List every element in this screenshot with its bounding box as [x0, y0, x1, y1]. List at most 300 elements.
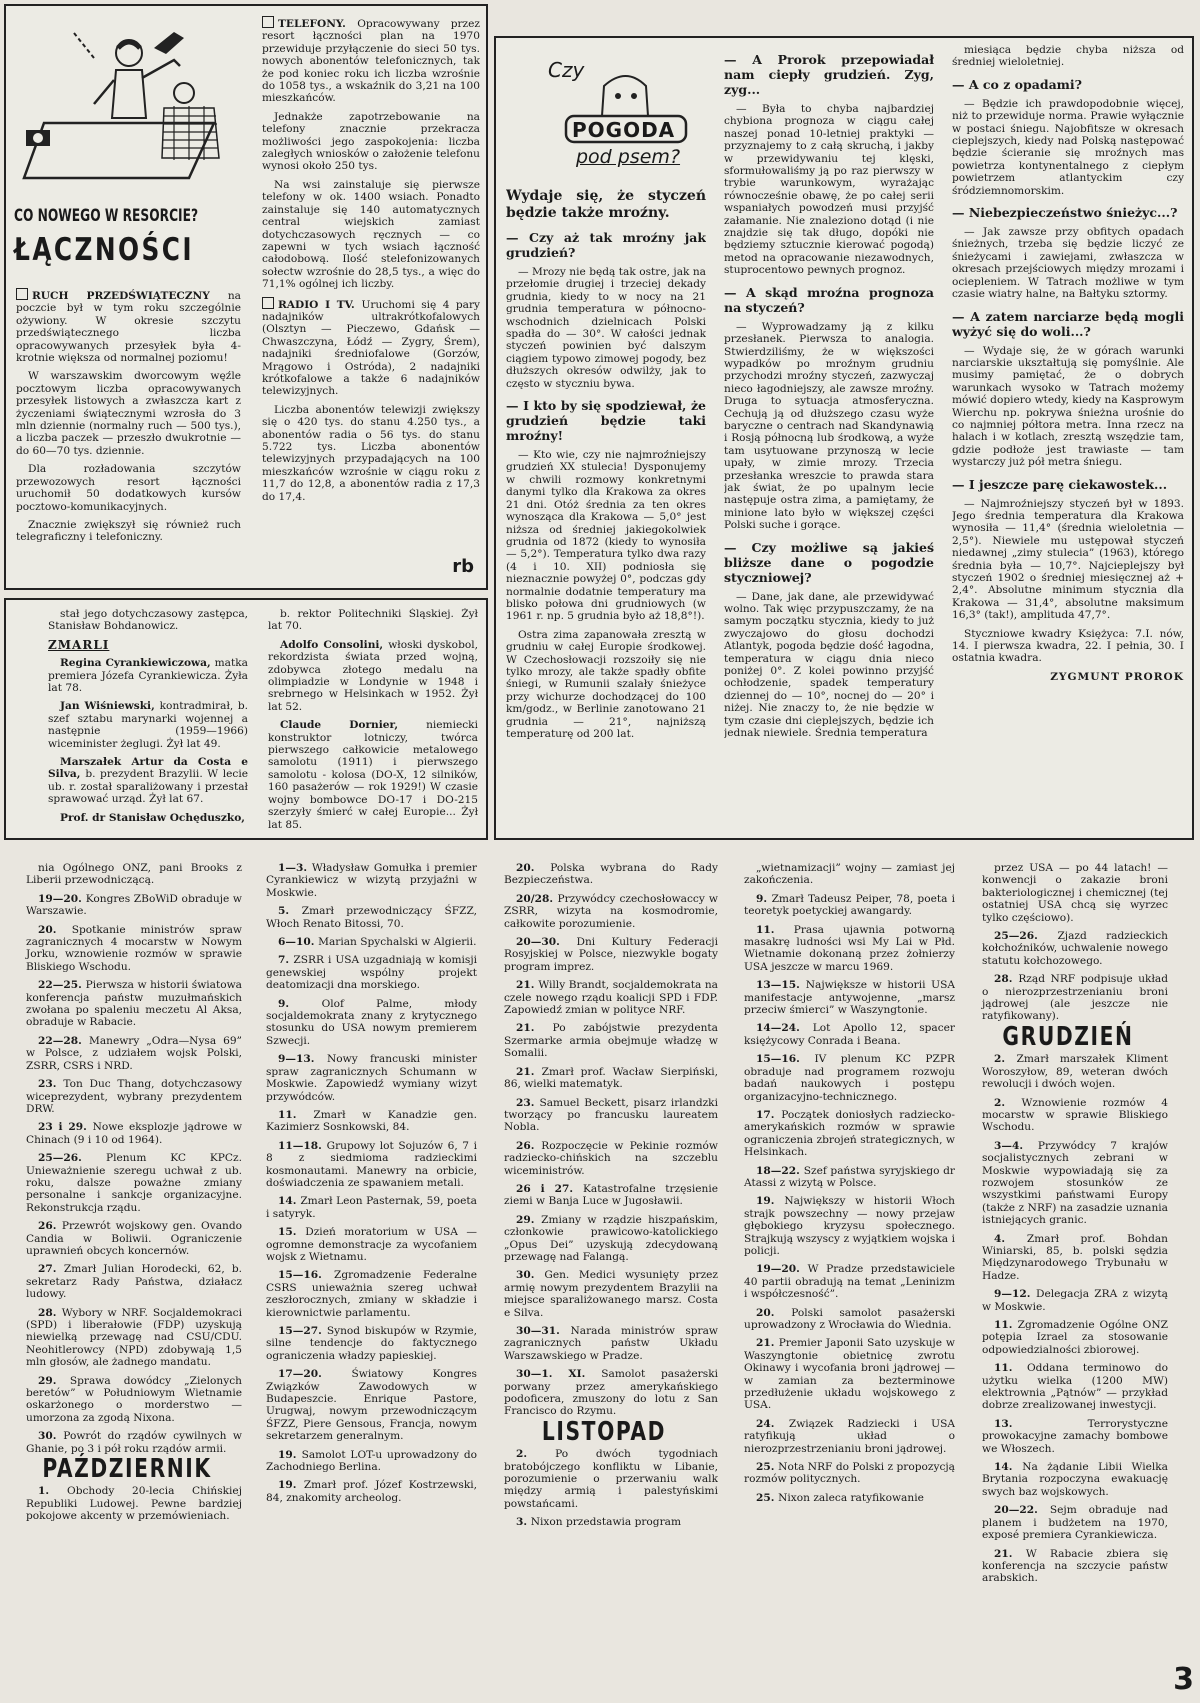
chronicle-date: 11.: [756, 923, 794, 936]
lacznosci-subhead: TELEFONY.: [278, 18, 358, 30]
chronicle-entry: [252, 1226, 477, 1263]
lacznosci-subhead: RUCH PRZEDŚWIĄTECZNY: [32, 290, 228, 302]
chronicle-date: 6—10.: [278, 936, 319, 949]
chronicle-date: 24.: [756, 1417, 789, 1430]
kronika-column-4: [730, 862, 955, 1697]
chronicle-entry: [730, 1053, 955, 1103]
chronicle-entry: [730, 1022, 955, 1047]
pogoda-paragraph: — Będzie ich prawdopodobnie więcej, niż to przewiduje norma. Prawie wyłącznie w postaci śniegu. Najobfitsze w okresach cieplejszych, kiedy nad Polską następować będzie ścieranie się mroźnych mas powietrza kontynentalnego z ciepłym powietrzem atlantyckim czy śródziemnomorskim.: [952, 97, 1184, 197]
obituary-name: Adolfo Consolini,: [280, 638, 389, 651]
pogoda-paragraph: — Kto wie, czy nie najmroźniejszy grudzień XX stulecia! Dysponujemy w chwili rozmowy konkretnymi danymi tylko dla Krakowa za okres 21 dni. Otóż średnia za ten okres wynosząca dla Krakowa — 5,0° jest niższa od średniej jakiegokolwiek grudnia od 1872 (kiedy to wynosiła — 5,2°). Temperatura tylko dwa razy (4 i 10. XII) podniosła się nieznacznie powyżej 0°, podczas gdy normalnie dodatnie temperatury ma blisko połowa dni grudniowych (w 1961 r. np. 5 grudnia było aż 18,8°!).: [506, 449, 706, 623]
obituary-entry: [48, 812, 248, 824]
obituary-name: Jan Wiśniewski,: [60, 700, 160, 713]
kronika-column-2: [252, 862, 477, 1697]
chronicle-date: 21.: [994, 1547, 1026, 1560]
chronicle-entry: [730, 1109, 955, 1159]
chronicle-entry: [252, 1053, 477, 1103]
chronicle-date: 9.: [278, 997, 322, 1010]
checkbox-icon: [262, 16, 274, 28]
chronicle-entry: [12, 1485, 242, 1522]
chronicle-entry: [490, 1269, 718, 1319]
lacznosci-text: Na wsi zainstaluje się pierwsze telefony w ok. 1400 wsiach. Ponadto zainstaluje się 140 automatycznych central wiejskich zamiast dotychczasowych ręcznych — co zapewni w tych wsiach łączność całodobową. Ilość stelefonizowanych sołectw wzrośnie do 28,5 tys., a więc do 71,1% ogólnej ich liczby.: [262, 178, 480, 291]
chronicle-entry: [968, 973, 1168, 1023]
chronicle-date: 1—3.: [278, 862, 312, 874]
obituary-entry: [48, 608, 248, 633]
chronicle-entry: [730, 1307, 955, 1332]
chronicle-entry: [968, 1097, 1168, 1134]
chronicle-text: Ton Duc Thang, dotychczasowy wiceprezydent, wybrany prezydentem DRW.: [26, 1078, 242, 1115]
lacznosci-paragraph: [16, 370, 241, 457]
chronicle-entry: [252, 1449, 477, 1474]
chronicle-date: 28.: [994, 973, 1019, 986]
chronicle-entry: [490, 1368, 718, 1418]
chronicle-entry: [12, 893, 242, 918]
lacznosci-paragraph: [16, 519, 241, 544]
chronicle-text: Największe w historii USA manifestacje antywojenne, „marsz przeciw śmierci” w Waszyngtonie.: [744, 979, 955, 1017]
chronicle-text: Dni Kultury Federacji Rosyjskiej w Polsce, niezwykle bogaty program imprez.: [504, 936, 718, 973]
checkbox-icon: [16, 288, 28, 300]
obituary-entry: [48, 700, 248, 750]
chronicle-date: 11.: [994, 1319, 1018, 1331]
chronicle-text: Zmarł Tadeusz Peiper, 78, poeta i teoretyk poetyckiej awangardy.: [744, 892, 955, 918]
chronicle-text: Zmarł prof. Bohdan Winiarski, 85, b. polski sędzia Międzynarodowego Trybunału w Hadze.: [982, 1232, 1168, 1282]
chronicle-text: Wznowienie rozmów 4 mocarstw w sprawie Bliskiego Wschodu.: [982, 1096, 1168, 1134]
chronicle-entry: [12, 1375, 242, 1425]
chronicle-date: 28.: [38, 1306, 62, 1319]
lacznosci-text: Uruchomi się 4 pary nadajników ultrakrótkofalowych (Olsztyn — Pieczewo, Gdańsk — Chwaszczyna, Łódź — Zygry, Śrem), nadajniki średniofalowe (Gorzów, Mrągowo i Ostróda), 2 nadajniki krótkofalowe a także 6 nadajników telewizyjnych.: [262, 298, 480, 398]
chronicle-date: 19—20.: [38, 892, 86, 905]
chronicle-text: przez USA — po 44 latach! — konwencji o zakazie broni bakteriologicznej i chemicznej (tej ostatniej USA chcą się wyrzec tylko częściowo).: [982, 862, 1168, 924]
chronicle-text: Kongres ZBoWiD obraduje w Warszawie.: [26, 892, 242, 918]
lacznosci-paragraph: [16, 463, 241, 513]
pogoda-paragraph: — Wydaje się, że w górach warunki narciarskie ukształtują się pomyślnie. Ale musimy pamiętać, że o dobrych warunkach wysoko w Tatrach możemy mówić dopiero wtedy, kiedy na Kasprowym Wierchu np. pokrywa śnieżna urośnie do co najmniej półtora metra. Inna rzecz na halach i w kotlach, zresztą wszędzie tam, gdzie podłoże jest trawiaste — tam wystarczy już pół metra śniegu.: [952, 344, 1184, 469]
chronicle-entry: [252, 905, 477, 930]
chronicle-text: Zmarł Leon Pasternak, 59, poeta i satyryk.: [266, 1195, 477, 1220]
chronicle-text: Początek doniosłych radziecko-amerykańskich rozmów w sprawie ograniczenia zbrojeń strategicznych, w Helsinkach.: [744, 1108, 955, 1159]
chronicle-date: 9.: [756, 892, 772, 905]
chronicle-entry: [490, 893, 718, 930]
chronicle-entry: [730, 1337, 955, 1411]
kronika-column-1: [12, 862, 242, 1697]
obituary-entry: [48, 657, 248, 694]
chronicle-entry: [252, 1368, 477, 1442]
pogoda-column-3: [952, 44, 1184, 834]
chronicle-date: 9—13.: [278, 1053, 327, 1066]
chronicle-date: 19—20.: [756, 1263, 808, 1276]
chronicle-date: 15—16.: [278, 1269, 335, 1282]
lacznosci-paragraph: [262, 404, 480, 503]
obituary-entry: [268, 719, 478, 831]
chronicle-text: Sprawa dowódcy „Zielonych beretów” w Południowym Wietnamie oskarżonego o morderstwo — umorzona za zgodą Nixona.: [26, 1374, 242, 1424]
chronicle-date: 26.: [38, 1220, 62, 1233]
chronicle-date: 30.: [516, 1269, 545, 1282]
pogoda-paragraph: miesiąca będzie chyba niższa od średniej wieloletniej.: [952, 44, 1184, 69]
chronicle-entry: [968, 1319, 1168, 1356]
chronicle-date: 15—27.: [278, 1325, 327, 1337]
chronicle-date: 26.: [516, 1139, 542, 1152]
chronicle-date: 18—22.: [756, 1164, 804, 1177]
chronicle-text: Premier Japonii Sato uzyskuje w Waszyngtonie obietnicę zwrotu Okinawy i wycofania broni jądrowej — w zamian za bezterminowe przedłużenie układu wojskowego z USA.: [744, 1337, 955, 1412]
obituary-text: matka premiera Józefa Cyrankiewicza. Żyła lat 78.: [48, 657, 248, 695]
obituary-name: Regina Cyrankiewiczowa,: [60, 657, 215, 670]
chronicle-date: 19.: [756, 1195, 785, 1208]
lacznosci-text: Opracowywany przez resort łączności plan na 1970 przewiduje przyłączenie do sieci 50 tys. nowych abonentów telefonicznych, tak że pod koniec roku ich liczba wzrośnie do 1058 tys., a wskaźnik do 3,21 na 100 mieszkańców.: [262, 18, 480, 105]
chronicle-text: Sejm obraduje nad planem i budżetem na 1970, exposé premiera Cyrankiewicza.: [982, 1504, 1168, 1542]
lacznosci-paragraph: [262, 111, 480, 173]
pogoda-signature: ZYGMUNT PROROK: [1050, 670, 1184, 683]
chronicle-date: 9—12.: [994, 1288, 1036, 1301]
chronicle-date: 30.: [38, 1430, 64, 1443]
pogoda-logo-top: Czy: [548, 58, 585, 82]
pogoda-paragraph: — Była to chyba najbardziej chybiona prognoza w ciągu całej naszej ponad 10-letniej praktyki — przyznajemy to z całą skruchą, i jakby w przewidywaniu tej klęski, sformułowaliśmy ją po raz pierwszy w trybie warunkowym, wyrażając równocześnie obawę, że po całej serii wspaniałych powodzeń musi przyjść załamanie. Nie znaleziono dotąd (i nie znajdzie się tak długo, dopóki nie będziemy sztucznie kierować pogodą) metod na opracowanie niezawodnych, stuprocentowo pewnych prognoz.: [724, 103, 934, 277]
chronicle-date: 22—28.: [38, 1034, 89, 1047]
chronicle-text: Plenum KC KPCz. Unieważnienie szeregu uchwał z ub. roku, dalsze poważne zmiany personalne i sankcje organizacyjne. Rekonstrukcja rządu.: [26, 1152, 242, 1214]
lacznosci-text: Znacznie zwiększył się również ruch telegraficzny i telefoniczny.: [16, 518, 241, 544]
obituary-entry: [268, 608, 478, 633]
obituary-name: Claude Dornier,: [280, 719, 427, 732]
chronicle-entry: [12, 1430, 242, 1455]
chronicle-entry: [968, 862, 1168, 924]
chronicle-entry: [730, 862, 955, 887]
chronicle-entry: [968, 1362, 1168, 1412]
chronicle-date: 17.: [756, 1108, 782, 1121]
chronicle-text: W Rabacie zbiera się konferencja na szczycie państw arabskich.: [982, 1547, 1168, 1585]
chronicle-text: Samuel Beckett, pisarz irlandzki tworzący po francusku laureatem Nobla.: [504, 1096, 718, 1134]
lacznosci-paragraph: [262, 16, 480, 105]
chronicle-date: 19.: [278, 1448, 302, 1461]
chronicle-text: Zgromadzenie Ogólne ONZ potępia Izrael za stosowanie odpowiedzialności zbiorowej.: [982, 1319, 1168, 1356]
chronicle-text: Synod biskupów w Rzymie, silne tendencje do faktycznego ograniczenia władzy papieskiej.: [266, 1325, 477, 1362]
chronicle-date: 2.: [516, 1448, 556, 1461]
pogoda-column-2: [724, 44, 934, 834]
obituary-text: włoski dyskobol, rekordzista świata przed wojną, zdobywca złotego medalu na olimpiadzie w Londynie w 1948 i srebrnego w Helsinkach w 1952. Żył lat 52.: [268, 638, 478, 713]
chronicle-entry: [490, 1183, 718, 1208]
chronicle-entry: [490, 1214, 718, 1264]
chronicle-text: Władysław Gomułka i premier Cyrankiewicz w wizytą przyjaźni w Moskwie.: [266, 862, 477, 899]
chronicle-text: Marian Spychalski w Algierii.: [318, 936, 477, 949]
chronicle-date: 20.: [38, 923, 72, 936]
chronicle-entry: [730, 1195, 955, 1257]
obituary-text: niemiecki konstruktor lotniczy, twórca pierwszego całkowicie metalowego samolotu (1911) i pierwszego samolotu - kolosa (DO-X, 12 silników, 160 pasażerów — rok 1929!) W czasie wojny bombowce DO-17 i DO-215 szerzyły śmierć w całej Europie... Żył lat 85.: [268, 719, 478, 831]
chronicle-text: IV plenum KC PZPR obraduje nad programem rozwoju badań naukowych i postępu organizacyjno-technicznego.: [744, 1053, 955, 1103]
chronicle-text: Powrót do rządów cywilnych w Ghanie, po 3 i pół roku rządów armii.: [26, 1430, 242, 1455]
chronicle-entry: [730, 979, 955, 1016]
chronicle-date: 23.: [38, 1078, 64, 1091]
chronicle-date: 15—16.: [756, 1053, 815, 1066]
chronicle-date: 11—18.: [278, 1139, 327, 1152]
pogoda-question: — Niebezpieczeństwo śnieżyc...?: [952, 205, 1178, 221]
zmarli-column-1: [48, 608, 248, 836]
chronicle-entry: [12, 1307, 242, 1369]
month-heading: LISTOPAD: [541, 1416, 667, 1447]
pogoda-logo: [546, 46, 706, 176]
chronicle-text: Po zabójstwie prezydenta Szermarke armia obejmuje władzę w Somalii.: [504, 1022, 718, 1060]
chronicle-entry: [730, 1461, 955, 1486]
chronicle-entry: [12, 1220, 242, 1257]
chronicle-text: Przywódcy 7 krajów socjalistycznych zebrani w Moskwie wypowiadają się za rozwojem stosunków ze wszystkimi państwami Europy (także z NRF) na zasadzie uznania istniejących granic.: [982, 1139, 1168, 1227]
chronicle-text: Przywódcy czechosłowaccy w ZSRR, wizyta na kosmodromie, całkowite porozumienie.: [504, 892, 718, 930]
pogoda-paragraph: — Jak zawsze przy obfitych opadach śnieżnych, trzeba się będzie liczyć ze śnieżycami i zawiejami, zwłaszcza w okresach przejściowych między mrozami i ociepleniem. W Tatrach możliwe w tym czasie wiatry halne, na Bałtyku sztormy.: [952, 226, 1184, 301]
chronicle-entry: [730, 1418, 955, 1455]
lacznosci-subhead: RADIO I TV.: [278, 298, 362, 311]
chronicle-date: 14.: [994, 1461, 1023, 1474]
chronicle-entry: [252, 998, 477, 1048]
chronicle-date: 23 i 29.: [38, 1121, 93, 1134]
chronicle-entry: [490, 1448, 718, 1510]
chronicle-entry: [12, 1121, 242, 1146]
pogoda-column-1: [506, 188, 706, 833]
chronicle-date: 29.: [38, 1374, 70, 1387]
chronicle-entry: [490, 1097, 718, 1134]
zmarli-heading: ZMARLI: [48, 637, 110, 652]
chronicle-entry: [252, 1269, 477, 1319]
pogoda-question: — A co z opadami?: [952, 76, 1082, 92]
chronicle-text: Zmarł prof. Wacław Sierpiński, 86, wielki matematyk.: [504, 1065, 718, 1091]
pogoda-paragraph: — Najmroźniejszy styczeń był w 1893. Jego średnia temperatura dla Krakowa wynosiła — 11,4° (średnia wieloletnia — 2,5°). Niewiele mu ustępował styczeń niedawnej „zimy stulecia” (1963), którego średnia była — 10,7°. Najcieplejszy był styczeń 1902 o średniej miesięcznej aż + 2,4°. Absolutne minimum stycznia dla Krakowa — 31,4°, absolutne maksimum 16,3° (tak!), amplituda 47,7°.: [952, 497, 1184, 622]
chronicle-date: 20—22.: [994, 1504, 1050, 1517]
chronicle-text: Samolot pasażerski porwany przez amerykańskiego podoficera, zmuszony do lotu z San Francisco do Rzymu.: [504, 1368, 718, 1418]
chronicle-entry: [968, 1053, 1168, 1090]
chronicle-text: Spotkanie ministrów spraw zagranicznych 4 mocarstw w Nowym Jorku, wznowienie rozmów w sprawie Bliskiego Wschodu.: [26, 923, 242, 973]
chronicle-text: Gen. Medici wysunięty przez armię nowym prezydentem Brazylii na miejsce sparaliżowanego marsz. Costa e Silva.: [504, 1269, 718, 1319]
chronicle-text: Manewry „Odra—Nysa 69” w Polsce, z udziałem wojsk Polski, ZSRR, CSRS i NRD.: [26, 1034, 242, 1072]
chronicle-entry: [730, 1492, 955, 1504]
office-illustration: [14, 18, 239, 193]
chronicle-text: Polski samolot pasażerski uprowadzony z Wrocławia do Wiednia.: [744, 1306, 955, 1331]
chronicle-date: 20/28.: [516, 892, 558, 905]
chronicle-text: Willy Brandt, socjaldemokrata na czele nowego rządu koalicji SPD i FDP. Zapowiedź zmian w polityce NRF.: [504, 979, 718, 1017]
pogoda-paragraph: — Wyprowadzamy ją z kilku przesłanek. Pierwsza to analogia. Stwierdziliśmy, że w większości wypadków po mroźnym grudniu przychodzi mroźny styczeń, zazwyczaj nieco łagodniejszy, ale zawsze mroźny. Druga to sytuacja atmosferyczna. Cechują ją od dłuższego czasu wyże baryczne o centrach nad Skandynawią i Rosją północną lub środkową, a wyże tam usytuowane przynoszą w lecie upały, w zimie mrozy. Trzecia przesłanka wreszcie to prawda stara jak świat, że po upalnym lecie następuje ostra zima, a pamiętamy, że minione lato było w większej części Polski suche i gorące.: [724, 320, 934, 532]
kronika-column-3: [490, 862, 718, 1697]
chronicle-text: Zmarł prof. Józef Kostrzewski, 84, znakomity archeolog.: [266, 1479, 477, 1504]
chronicle-date: 15.: [278, 1226, 306, 1239]
obituary-name: Marszałek Artur da Costa e Silva,: [48, 756, 248, 781]
chronicle-text: Polska wybrana do Rady Bezpieczeństwa.: [504, 862, 718, 887]
chronicle-text: Po dwóch tygodniach bratobójczego konfliktu w Libanie, porozumienie o przerwaniu walk między armią i palestyńskimi powstańcami.: [504, 1448, 718, 1510]
zmarli-column-2: [268, 608, 478, 836]
chronicle-entry: [252, 1325, 477, 1362]
chronicle-entry: [252, 954, 477, 991]
chronicle-entry: [490, 1066, 718, 1091]
chronicle-text: Nixon zaleca ratyfikowanie: [778, 1491, 924, 1504]
chronicle-date: 11.: [994, 1362, 1027, 1375]
chronicle-text: Wybory w NRF. Socjaldemokraci (SPD) i liberałowie (FDP) uzyskują niewielką przewagę nad CSU/CDU. Neohitlerowcy (NPD) zdobywają 1,5 mln głosów, ale żadnego mandatu.: [26, 1306, 242, 1369]
chronicle-date: 21.: [516, 1022, 553, 1035]
chronicle-entry: [730, 893, 955, 918]
chronicle-text: Grupowy lot Sojuzów 6, 7 i 8 z siedmioma radzieckimi kosmonautami. Manewry na orbicie, doświadczenia ze spawaniem metali.: [266, 1139, 477, 1189]
chronicle-date: 13—15.: [756, 979, 806, 992]
chronicle-date: 4.: [994, 1232, 1027, 1245]
chronicle-text: Rząd NRF podpisuje układ o nierozprzestrzenianiu broni jądrowej (ale jeszcze nie ratyfikowany).: [982, 973, 1168, 1023]
chronicle-entry: [968, 1461, 1168, 1498]
chronicle-text: Zmarł przewodniczący ŚFZZ, Włoch Renato Bitossi, 70.: [266, 905, 477, 930]
chronicle-text: Nowe eksplozje jądrowe w Chinach (9 i 10 od 1964).: [26, 1121, 242, 1146]
lacznosci-title: ŁĄCZNOŚCI: [14, 232, 195, 268]
chronicle-date: 27.: [38, 1263, 64, 1276]
chronicle-date: 20.: [756, 1306, 792, 1319]
lacznosci-text: Liczba abonentów telewizji zwiększy się o 420 tys. do stanu 4.250 tys., a abonentów radia o 56 tys. do stanu 5.722 tys. Liczba abonentów telewizyjnych przypadających na 100 mieszkańców wzrośnie w ciągu roku z 11,7 do 12,8, a abonentów radia z 17,3 do 17,4.: [262, 403, 480, 503]
chronicle-date: 14—24.: [756, 1022, 813, 1035]
chronicle-date: 3—4.: [994, 1139, 1038, 1152]
chronicle-date: 19.: [278, 1479, 304, 1492]
chronicle-date: 21.: [516, 979, 539, 992]
pogoda-question: — Czy aż tak mroźny jak grudzień?: [506, 230, 706, 260]
chronicle-text: Samolot LOT-u uprowadzony do Zachodniego Berlina.: [266, 1448, 477, 1474]
chronicle-text: Zmiany w rządzie hiszpańskim, członkowie prawicowo-katolickiego „Opus Dei” uzyskują zdecydowaną przewagę nad Falangą.: [504, 1213, 718, 1263]
chronicle-entry: [490, 1140, 718, 1177]
chronicle-entry: [12, 1152, 242, 1214]
chronicle-entry: [252, 1479, 477, 1504]
chronicle-text: Oddana terminowo do użytku wielka (1200 MW) elektrownia „Pątnów” — przykład dobrze zrealizowanej inwestycji.: [982, 1362, 1168, 1412]
chronicle-entry: [490, 862, 718, 887]
chronicle-date: 7.: [278, 954, 294, 967]
chronicle-date: 21.: [756, 1337, 779, 1350]
chronicle-text: Prasa ujawnia potworną masakrę ludności wsi My Lai w Płd. Wietnamie dokonaną przez żołnierzy USA jeszcze w marcu 1969.: [744, 923, 955, 973]
lacznosci-signature: rb: [452, 556, 474, 577]
chronicle-date: 1.: [38, 1485, 68, 1498]
chronicle-text: Związek Radziecki i USA ratyfikują układ o nierozprzestrzenianiu broni jądrowej.: [744, 1417, 955, 1455]
chronicle-entry: [968, 930, 1168, 967]
pogoda-article: [494, 36, 1194, 840]
obituary-text: stał jego dotychczasowy zastępca, Stanisław Bohdanowicz.: [48, 608, 248, 633]
obituary-text: b. rektor Politechniki Śląskiej. Żył lat 70.: [268, 608, 478, 633]
chronicle-date: 30—1. XI.: [516, 1368, 602, 1381]
chronicle-text: Największy w historii Włoch strajk powszechny — nowy przejaw głębokiego kryzysu społecznego. Strajkują wszyscy z wyjątkiem wojska i policji.: [744, 1195, 955, 1257]
chronicle-entry: [968, 1418, 1168, 1455]
chronicle-text: Rozpoczęcie w Pekinie rozmów radziecko-chińskich na szczeblu wiceministrów.: [504, 1139, 718, 1177]
obituary-entry: [48, 756, 248, 806]
chronicle-entry: [968, 1548, 1168, 1585]
chronicle-text: Narada ministrów spraw zagranicznych państw Układu Warszawskiego w Pradze.: [504, 1325, 718, 1362]
chronicle-entry: [490, 1516, 718, 1528]
chronicle-text: Pierwsza w historii światowa konferencja państw muzułmańskich zwołana po spaleniu meczetu Al Aksa, obraduje w Rabacie.: [26, 979, 242, 1029]
chronicle-date: 20—30.: [516, 936, 577, 949]
chronicle-text: Zmarł marszałek Kliment Woroszyłow, 89, weteran dwóch rewolucji i dwóch wojen.: [982, 1053, 1168, 1091]
chronicle-entry: [730, 924, 955, 974]
obituary-entry: [268, 639, 478, 713]
chronicle-entry: [968, 1140, 1168, 1227]
chronicle-text: Szef państwa syryjskiego dr Atassi z wizytą w Polsce.: [744, 1164, 955, 1189]
pogoda-question: — A zatem narciarze będą mogli wyżyć się do woli...?: [952, 308, 1184, 339]
obituary-text: kontradmirał, b. szef sztabu marynarki wojennej a następnie (1959—1966) wiceminister żeglugi. Żył lat 49.: [48, 700, 248, 750]
chronicle-date: 22—25.: [38, 979, 86, 992]
pogoda-question: — I jeszcze parę ciekawostek...: [952, 476, 1168, 492]
chronicle-text: Zjazd radzieckich kołchoźników, uchwalenie nowego statutu kołchozowego.: [982, 930, 1168, 967]
chronicle-date: 29.: [516, 1213, 542, 1226]
chronicle-text: W Pradze przedstawiciele 40 partii obradują na temat „Leninizm i współczesność”.: [744, 1263, 955, 1301]
chronicle-text: Nota NRF do Polski z propozycją rozmów politycznych.: [744, 1461, 955, 1486]
chronicle-text: Światowy Kongres Związków Zawodowych w Budapeszcie. Enrique Pastore, Urugwaj, nowym przewodniczącym ŚFZZ, Piere Gensous, Francja, nowym sekretarzem generalnym.: [266, 1368, 477, 1443]
checkbox-icon: [262, 297, 274, 309]
obituary-name: Prof. dr Stanisław Ochęduszko,: [60, 811, 245, 824]
chronicle-date: 20.: [516, 862, 551, 874]
chronicle-date: 26 i 27.: [516, 1182, 583, 1195]
obituary-text: b. prezydent Brazylii. W lecie ub. r. został sparaliżowany i przestał sprawować urząd. Żył lat 67.: [48, 768, 248, 806]
chronicle-text: Zgromadzenie Federalne CSRS unieważnia szereg uchwał zeszłorocznych, zmiany w składzie i kierownictwie parlamentu.: [266, 1269, 477, 1319]
lacznosci-text: Dla rozładowania szczytów przewozowych resort łączności uruchomił 50 dodatkowych kursów pocztowo-komunikacyjnych.: [16, 463, 241, 513]
chronicle-date: 2.: [994, 1096, 1022, 1109]
chronicle-date: 25.: [756, 1461, 779, 1474]
pogoda-question: — A skąd mroźna prognoza na styczeń?: [724, 284, 934, 315]
chronicle-entry: [252, 936, 477, 948]
pogoda-lead: Wydaje się, że styczeń będzie także mroźny.: [506, 188, 706, 221]
lacznosci-text: Jednakże zapotrzebowanie na telefony znacznie przekracza możliwości jego zaspokojenia: liczba zaległych wniosków o założenie telefonu wynosi około 250 tys.: [262, 110, 480, 173]
lacznosci-article: [4, 4, 488, 590]
chronicle-date: 21.: [516, 1065, 542, 1078]
lacznosci-column-2: [262, 16, 480, 551]
chronicle-entry: [12, 1035, 242, 1072]
lacznosci-text: na poczcie był w tym roku szczególnie ożywiony. W okresie szczytu przedświątecznego liczba opracowywanych przesyłek była 4-krotnie większa od normalnej poziomu!: [16, 290, 241, 365]
chronicle-text: Zmarł Julian Horodecki, 62, b. sekretarz Rady Państwa, działacz ludowy.: [26, 1263, 242, 1301]
month-heading: GRUDZIEŃ: [1002, 1021, 1134, 1052]
chronicle-date: 23.: [516, 1096, 540, 1109]
chronicle-text: Na żądanie Libii Wielka Brytania rozpoczyna ewakuację swych baz wojskowych.: [982, 1461, 1168, 1498]
lacznosci-paragraph: [262, 179, 480, 291]
month-heading: PAŹDZIERNIK: [42, 1454, 212, 1485]
chronicle-text: Obchody 20-lecia Chińskiej Republiki Ludowej. Pewne bardziej pokojowe akcenty w przemówieniach.: [26, 1485, 242, 1523]
chronicle-entry: [490, 1022, 718, 1059]
chronicle-text: Katastrofalne trzęsienie ziemi w Banja Luce w Jugosławii.: [504, 1182, 718, 1208]
chronicle-text: Nixon przedstawia program: [530, 1516, 682, 1529]
chronicle-entry: [12, 924, 242, 974]
chronicle-text: Przewrót wojskowy gen. Ovando Candia w Boliwii. Ograniczenie uprawnień obcych koncernów.: [26, 1220, 242, 1257]
chronicle-date: 25—26.: [994, 930, 1058, 943]
chronicle-entry: [490, 979, 718, 1016]
chronicle-date: 3.: [516, 1516, 531, 1529]
chronicle-date: 17—20.: [278, 1368, 352, 1381]
chronicle-text: Lot Apollo 12, spacer księżycowy Conrada i Beana.: [744, 1022, 955, 1047]
chronicle-entry: [12, 1078, 242, 1115]
pogoda-paragraph: Ostra zima zapanowała zresztą w grudniu w całej Europie środkowej. W Czechosłowacji rozszoiły się nie tylko mrozy, ale także spadły obfite śniegi, w Rumunii szalały śnieżyce przy wichurze dochodzącej do 100 km/godz., w Berlinie zanotowano 21 grudnia — 21°, najniższą temperaturę od 200 lat.: [506, 628, 706, 740]
lacznosci-paragraph: [16, 288, 241, 364]
chronicle-text: Nowy francuski minister spraw zagranicznych Schumann w Moskwie. Zapowiedź wymiany wizyt przywódców.: [266, 1053, 477, 1103]
chronicle-entry: [490, 936, 718, 973]
chronicle-text: Zmarł w Kanadzie gen. Kazimierz Sosnkowski, 84.: [266, 1108, 477, 1134]
chronicle-entry: [968, 1504, 1168, 1541]
lacznosci-text: W warszawskim dworcowym węźle pocztowym liczba opracowywanych przesyłek listowych a zwłaszcza kart z życzeniami świątecznymi wzrosła do 3 mln dziennie (normalny ruch — 500 tys.), a liczba paczek — przeszło dwukrotnie — do 60—70 tys. dziennie.: [16, 370, 241, 457]
chronicle-text: ZSRR i USA uzgadniają w komisji genewskiej wspólny projekt deatomizacji dna morskiego.: [266, 954, 477, 992]
pogoda-question: — Czy możliwe są jakieś bliższe dane o pogodzie styczniowej?: [724, 539, 934, 585]
chronicle-entry: [252, 1195, 477, 1220]
pogoda-logo-main: POGODA: [572, 118, 676, 142]
chronicle-text: „wietnamizacji” wojny — zamiast jej zakończenia.: [744, 862, 955, 887]
lacznosci-kicker: CO NOWEGO W RESORCIE?: [14, 206, 199, 226]
chronicle-date: 2.: [994, 1053, 1017, 1066]
pogoda-paragraph: Styczniowe kwadry Księżyca: 7.I. nów, 14. I pierwsza kwadra, 22. I pełnia, 30. I ostatnia kwadra.: [952, 627, 1184, 665]
page-number: 3: [1173, 1662, 1194, 1697]
lacznosci-paragraph: [262, 297, 480, 398]
chronicle-text: Terrorystyczne prowokacyjne zamachy bombowe we Włoszech.: [982, 1417, 1168, 1455]
chronicle-date: 14.: [278, 1195, 301, 1208]
chronicle-text: nia Ogólnego ONZ, pani Brooks z Liberii przewodniczącą.: [26, 862, 242, 887]
lacznosci-column-1: [16, 288, 241, 578]
chronicle-entry: [252, 1140, 477, 1190]
chronicle-date: 30—31.: [516, 1325, 571, 1337]
chronicle-entry: [968, 1233, 1168, 1283]
chronicle-entry: [252, 1109, 477, 1134]
chronicle-entry: [730, 1165, 955, 1190]
chronicle-date: 25.: [756, 1491, 779, 1504]
chronicle-entry: [12, 862, 242, 887]
chronicle-entry: [490, 1325, 718, 1362]
chronicle-date: 13.: [994, 1417, 1088, 1430]
chronicle-entry: [968, 1288, 1168, 1313]
chronicle-text: Olof Palme, młody socjaldemokrata znany z krytycznego stosunku do USA nowym premierem Szwecji.: [266, 997, 477, 1047]
chronicle-text: Dzień moratorium w USA — ogromne demonstracje za wycofaniem wojsk z Wietnamu.: [266, 1226, 477, 1263]
chronicle-entry: [12, 1263, 242, 1300]
chronicle-date: 5.: [278, 905, 302, 918]
chronicle-entry: [730, 1263, 955, 1300]
